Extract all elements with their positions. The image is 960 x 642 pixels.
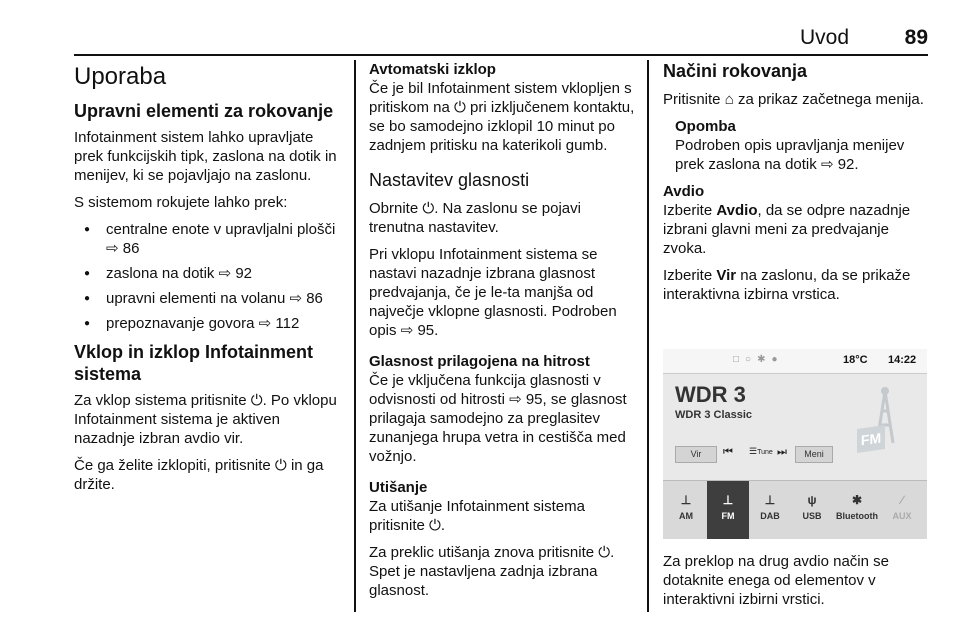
note-heading: Opomba	[675, 118, 736, 135]
volume-paragraph-2: Pri vklopu Infotainment sistema se nastavi nazadnje izbrana glasnost predvajanja, če je le-ta manjša od največje vklopne glasnosti. Podroben opis ⇨ 95.	[369, 246, 617, 339]
figure-caption: Za preklop na drug avdio način se dotaknite enega od elementov v interaktivni izbirni vrstici.	[663, 553, 889, 608]
auto-off-text: Če je bil Infotainment sistem vklopljen s pritiskom na ⏻ pri izključenem kontaktu, se bo samodejno izklopil 10 minut po zadnjem pritisku na katerikoli gumb.	[369, 80, 635, 154]
operation-heading: Načini rokovanja	[663, 61, 808, 81]
mute-heading: Utišanje	[369, 479, 428, 496]
previous-icon[interactable]: ⏮	[723, 446, 733, 458]
tab-aux[interactable]: ∕ AUX	[881, 481, 923, 539]
ref-arrow-icon: ⇨	[258, 315, 272, 332]
tab-am[interactable]: ⊥ AM	[665, 481, 707, 539]
usb-icon: ψ	[807, 493, 817, 507]
tab-usb[interactable]: ψ USB	[791, 481, 833, 539]
ref-arrow-icon: ⇨	[106, 240, 119, 257]
column-3	[663, 60, 929, 312]
ref-arrow-icon: ⇨	[820, 156, 834, 173]
bluetooth-icon: ✱	[851, 493, 863, 507]
speed-volume-heading: Glasnost prilagojena na hitrost	[369, 353, 590, 370]
home-icon: ⌂	[724, 91, 734, 108]
status-icons: □○✱●	[733, 354, 784, 365]
list-item: ● prepoznavanje govora ⇨ 112	[74, 314, 344, 333]
paragraph-power-off: Če ga želite izklopiti, pritisnite ⏻ in ga držite.	[74, 457, 324, 493]
list-item: ● zaslona na dotik ⇨ 92	[74, 264, 344, 283]
chapter-title: Uporaba	[74, 63, 167, 90]
ref-arrow-icon: ⇨	[289, 290, 303, 307]
section-heading-controls: Upravni elementi za rokovanje	[74, 101, 334, 121]
antenna-icon: ⊥	[764, 493, 776, 507]
ref-arrow-icon: ⇨	[509, 391, 522, 408]
menu-button[interactable]: Meni	[795, 446, 833, 463]
list-item: ● centralne enote v upravljalni plošči ⇨ 86	[74, 220, 344, 258]
fm-logo: FM	[857, 425, 885, 453]
column-divider-2	[647, 60, 649, 612]
audio-paragraph-2: Izberite Vir na zaslonu, da se prikaže interaktivna izbirna vrstica.	[663, 267, 911, 303]
header-rule	[74, 54, 928, 56]
temperature: 18°C	[843, 354, 868, 366]
intro-paragraph: Infotainment sistem lahko upravljate prek funkcijskih tipk, zaslona na dotik in menijev, ki se pojavljajo na zaslonu.	[74, 129, 337, 184]
station-subtitle: WDR 3 Classic	[675, 409, 753, 421]
aux-icon: ∕	[900, 493, 903, 507]
source-button[interactable]: Vir	[675, 446, 717, 463]
home-paragraph: Pritisnite ⌂ za prikaz začetnega menija.	[663, 91, 924, 108]
list-item: ● upravni elementi na volanu ⇨ 86	[74, 289, 344, 308]
media-controls	[663, 446, 927, 468]
speed-volume-text: Če je vključena funkcija glasnosti v odvisnosti od hitrosti ⇨ 95, se glasnost prilagaja samodejno za preglasitev zunanjega hrupa vetra in cestišča med vožnjo.	[369, 372, 627, 465]
tab-fm[interactable]: ⊥ FM	[707, 481, 749, 539]
next-icon[interactable]: ⏭	[777, 446, 787, 458]
paragraph-power-on: Za vklop sistema pritisnite ⏻. Po vklopu Infotainment sistema je aktiven nazadnje izbran avdio vir.	[74, 392, 337, 447]
note-text: Podroben opis upravljanja menijev prek zaslona na dotik ⇨ 92.	[675, 137, 905, 173]
tab-bluetooth[interactable]: ✱ Bluetooth	[833, 481, 881, 539]
mute-paragraph-1: Za utišanje Infotainment sistema pritisnite ⏻.	[369, 498, 585, 534]
note-box	[663, 117, 929, 174]
column-divider-1	[354, 60, 356, 612]
auto-off-heading: Avtomatski izklop	[369, 61, 496, 78]
ref-arrow-icon: ⇨	[400, 322, 414, 339]
audio-paragraph-1: Izberite Avdio, da se odpre nazadnje izbrani glavni meni za predvajanje zvoka.	[663, 202, 911, 257]
control-list	[74, 220, 344, 333]
status-bar	[663, 349, 927, 374]
antenna-icon: ⊥	[722, 493, 734, 507]
page-number: 89	[904, 26, 928, 49]
station-name: WDR 3	[675, 382, 746, 407]
clock: 14:22	[888, 354, 917, 366]
volume-heading: Nastavitev glasnosti	[369, 170, 530, 190]
source-selection-bar	[663, 480, 927, 539]
ref-arrow-icon: ⇨	[218, 265, 232, 282]
audio-heading: Avdio	[663, 183, 705, 200]
header-title: Uvod	[800, 26, 850, 49]
volume-paragraph-1: Obrnite ⏻. Na zaslonu se pojavi trenutna nastavitev.	[369, 200, 581, 236]
mute-paragraph-2: Za preklic utišanja znova pritisnite ⏻. Spet je nastavljena zadnja izbrana glasnost.	[369, 544, 615, 599]
antenna-icon: ⊥	[680, 493, 692, 507]
list-intro: S sistemom rokujete lahko prek:	[74, 194, 288, 211]
infotainment-screen-figure	[663, 349, 927, 539]
tab-dab[interactable]: ⊥ DAB	[749, 481, 791, 539]
column-1	[74, 60, 344, 502]
tune-button[interactable]: ☰Tune	[749, 446, 773, 456]
section-heading-onoff: Vklop in izklop Infotainment sistema	[74, 342, 314, 384]
column-2	[369, 60, 637, 608]
